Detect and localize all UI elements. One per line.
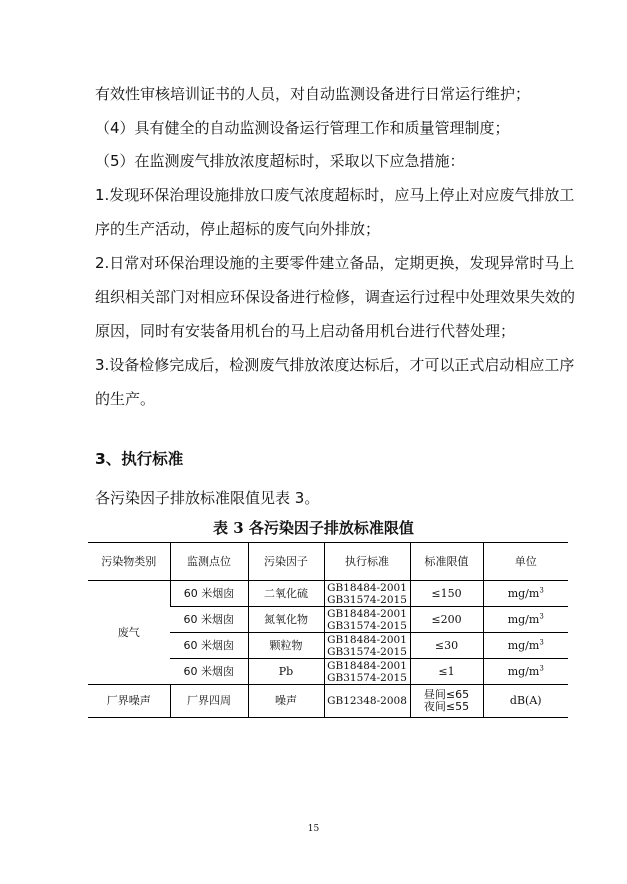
- table-intro: 各污染因子排放标准限值见表 3。: [95, 489, 320, 507]
- standard-line: GB18484-2001: [327, 659, 407, 672]
- body-paragraph-6: 2.日常对环保治理设施的主要零件建立备品，定期更换，发现异常时马上: [95, 254, 575, 272]
- unit-superscript: 3: [539, 585, 544, 594]
- standard-cell: [324, 581, 410, 607]
- limit-night: 夜间≤55: [423, 700, 470, 713]
- point-cell: 60 米烟囱: [170, 581, 248, 607]
- standard-cell: GB12348-2008: [324, 685, 410, 718]
- page-number: 15: [307, 824, 320, 834]
- unit-cell: [483, 633, 568, 659]
- unit-text: mg/m: [507, 638, 540, 652]
- point-cell: 60 米烟囱: [170, 607, 248, 633]
- body-paragraph-3: （5）在监测废气排放浓度超标时，采取以下应急措施：: [95, 152, 465, 170]
- header-factor: 污染因子: [248, 543, 324, 581]
- point-cell: 厂界四周: [170, 685, 248, 718]
- standard-line: GB31574-2015: [327, 645, 407, 658]
- unit-cell: [483, 607, 568, 633]
- unit-cell: [483, 659, 568, 685]
- limit-cell: [410, 685, 483, 718]
- limit-cell: ≤30: [410, 633, 483, 659]
- body-paragraph-7: 组织相关部门对相应环保设备进行检修，调查运行过程中处理效果失效的: [95, 288, 576, 306]
- header-unit: 单位: [483, 543, 568, 581]
- factor-cell: 噪声: [248, 685, 324, 718]
- limit-cell: ≤150: [410, 581, 483, 607]
- body-paragraph-4: 1.发现环保治理设施排放口废气浓度超标时，应马上停止对应废气排放工: [95, 186, 575, 204]
- factor-cell: 二氧化硫: [248, 581, 324, 607]
- table-header-row: [88, 543, 568, 581]
- standard-line: GB31574-2015: [327, 619, 407, 632]
- limit-cell: ≤200: [410, 607, 483, 633]
- body-paragraph-8: 原因，同时有安装备用机台的马上启动备用机台进行代替处理；: [95, 322, 516, 340]
- unit-text: mg/m: [507, 586, 540, 600]
- table-caption: 表 3 各污染因子排放标准限值: [213, 519, 414, 537]
- standard-cell: [324, 659, 410, 685]
- limit-day: 昼间≤65: [423, 688, 470, 701]
- category-cell: 废气: [88, 581, 170, 685]
- header-standard: 执行标准: [324, 543, 410, 581]
- unit-text: mg/m: [507, 664, 540, 678]
- standard-line: GB18484-2001: [327, 581, 407, 594]
- point-cell: 60 米烟囱: [170, 633, 248, 659]
- factor-cell: Pb: [248, 659, 324, 685]
- header-limit: 标准限值: [410, 543, 483, 581]
- factor-cell: 氮氧化物: [248, 607, 324, 633]
- body-paragraph-5: 序的生产活动，停止超标的废气向外排放；: [95, 220, 381, 238]
- body-paragraph-2: （4）具有健全的自动监测设备运行管理工作和质量管理制度；: [95, 119, 510, 137]
- category-cell: 厂界噪声: [88, 685, 170, 718]
- unit-superscript: 3: [539, 611, 544, 620]
- unit-cell: [483, 581, 568, 607]
- point-cell: 60 米烟囱: [170, 659, 248, 685]
- unit-superscript: 3: [539, 663, 544, 672]
- section-heading: 3、执行标准: [95, 450, 184, 468]
- standard-cell: [324, 633, 410, 659]
- body-paragraph-1: 有效性审核培训证书的人员，对自动监测设备进行日常运行维护；: [95, 85, 531, 103]
- unit-cell: dB(A): [483, 685, 568, 718]
- standard-line: GB31574-2015: [327, 593, 407, 606]
- header-point: 监测点位: [170, 543, 248, 581]
- body-paragraph-9: 3.设备检修完成后，检测废气排放浓度达标后，才可以正式启动相应工序: [95, 356, 575, 374]
- standard-cell: [324, 607, 410, 633]
- header-category: 污染物类别: [88, 543, 170, 581]
- factor-cell: 颗粒物: [248, 633, 324, 659]
- standard-line: GB18484-2001: [327, 633, 407, 646]
- standard-line: GB31574-2015: [327, 671, 407, 684]
- table-row-noise: [88, 685, 568, 718]
- table-row: [88, 581, 568, 607]
- body-paragraph-10: 的生产。: [95, 390, 156, 408]
- limit-cell: ≤1: [410, 659, 483, 685]
- standards-table: [88, 542, 568, 718]
- unit-superscript: 3: [539, 637, 544, 646]
- unit-text: mg/m: [507, 612, 540, 626]
- standard-line: GB18484-2001: [327, 607, 407, 620]
